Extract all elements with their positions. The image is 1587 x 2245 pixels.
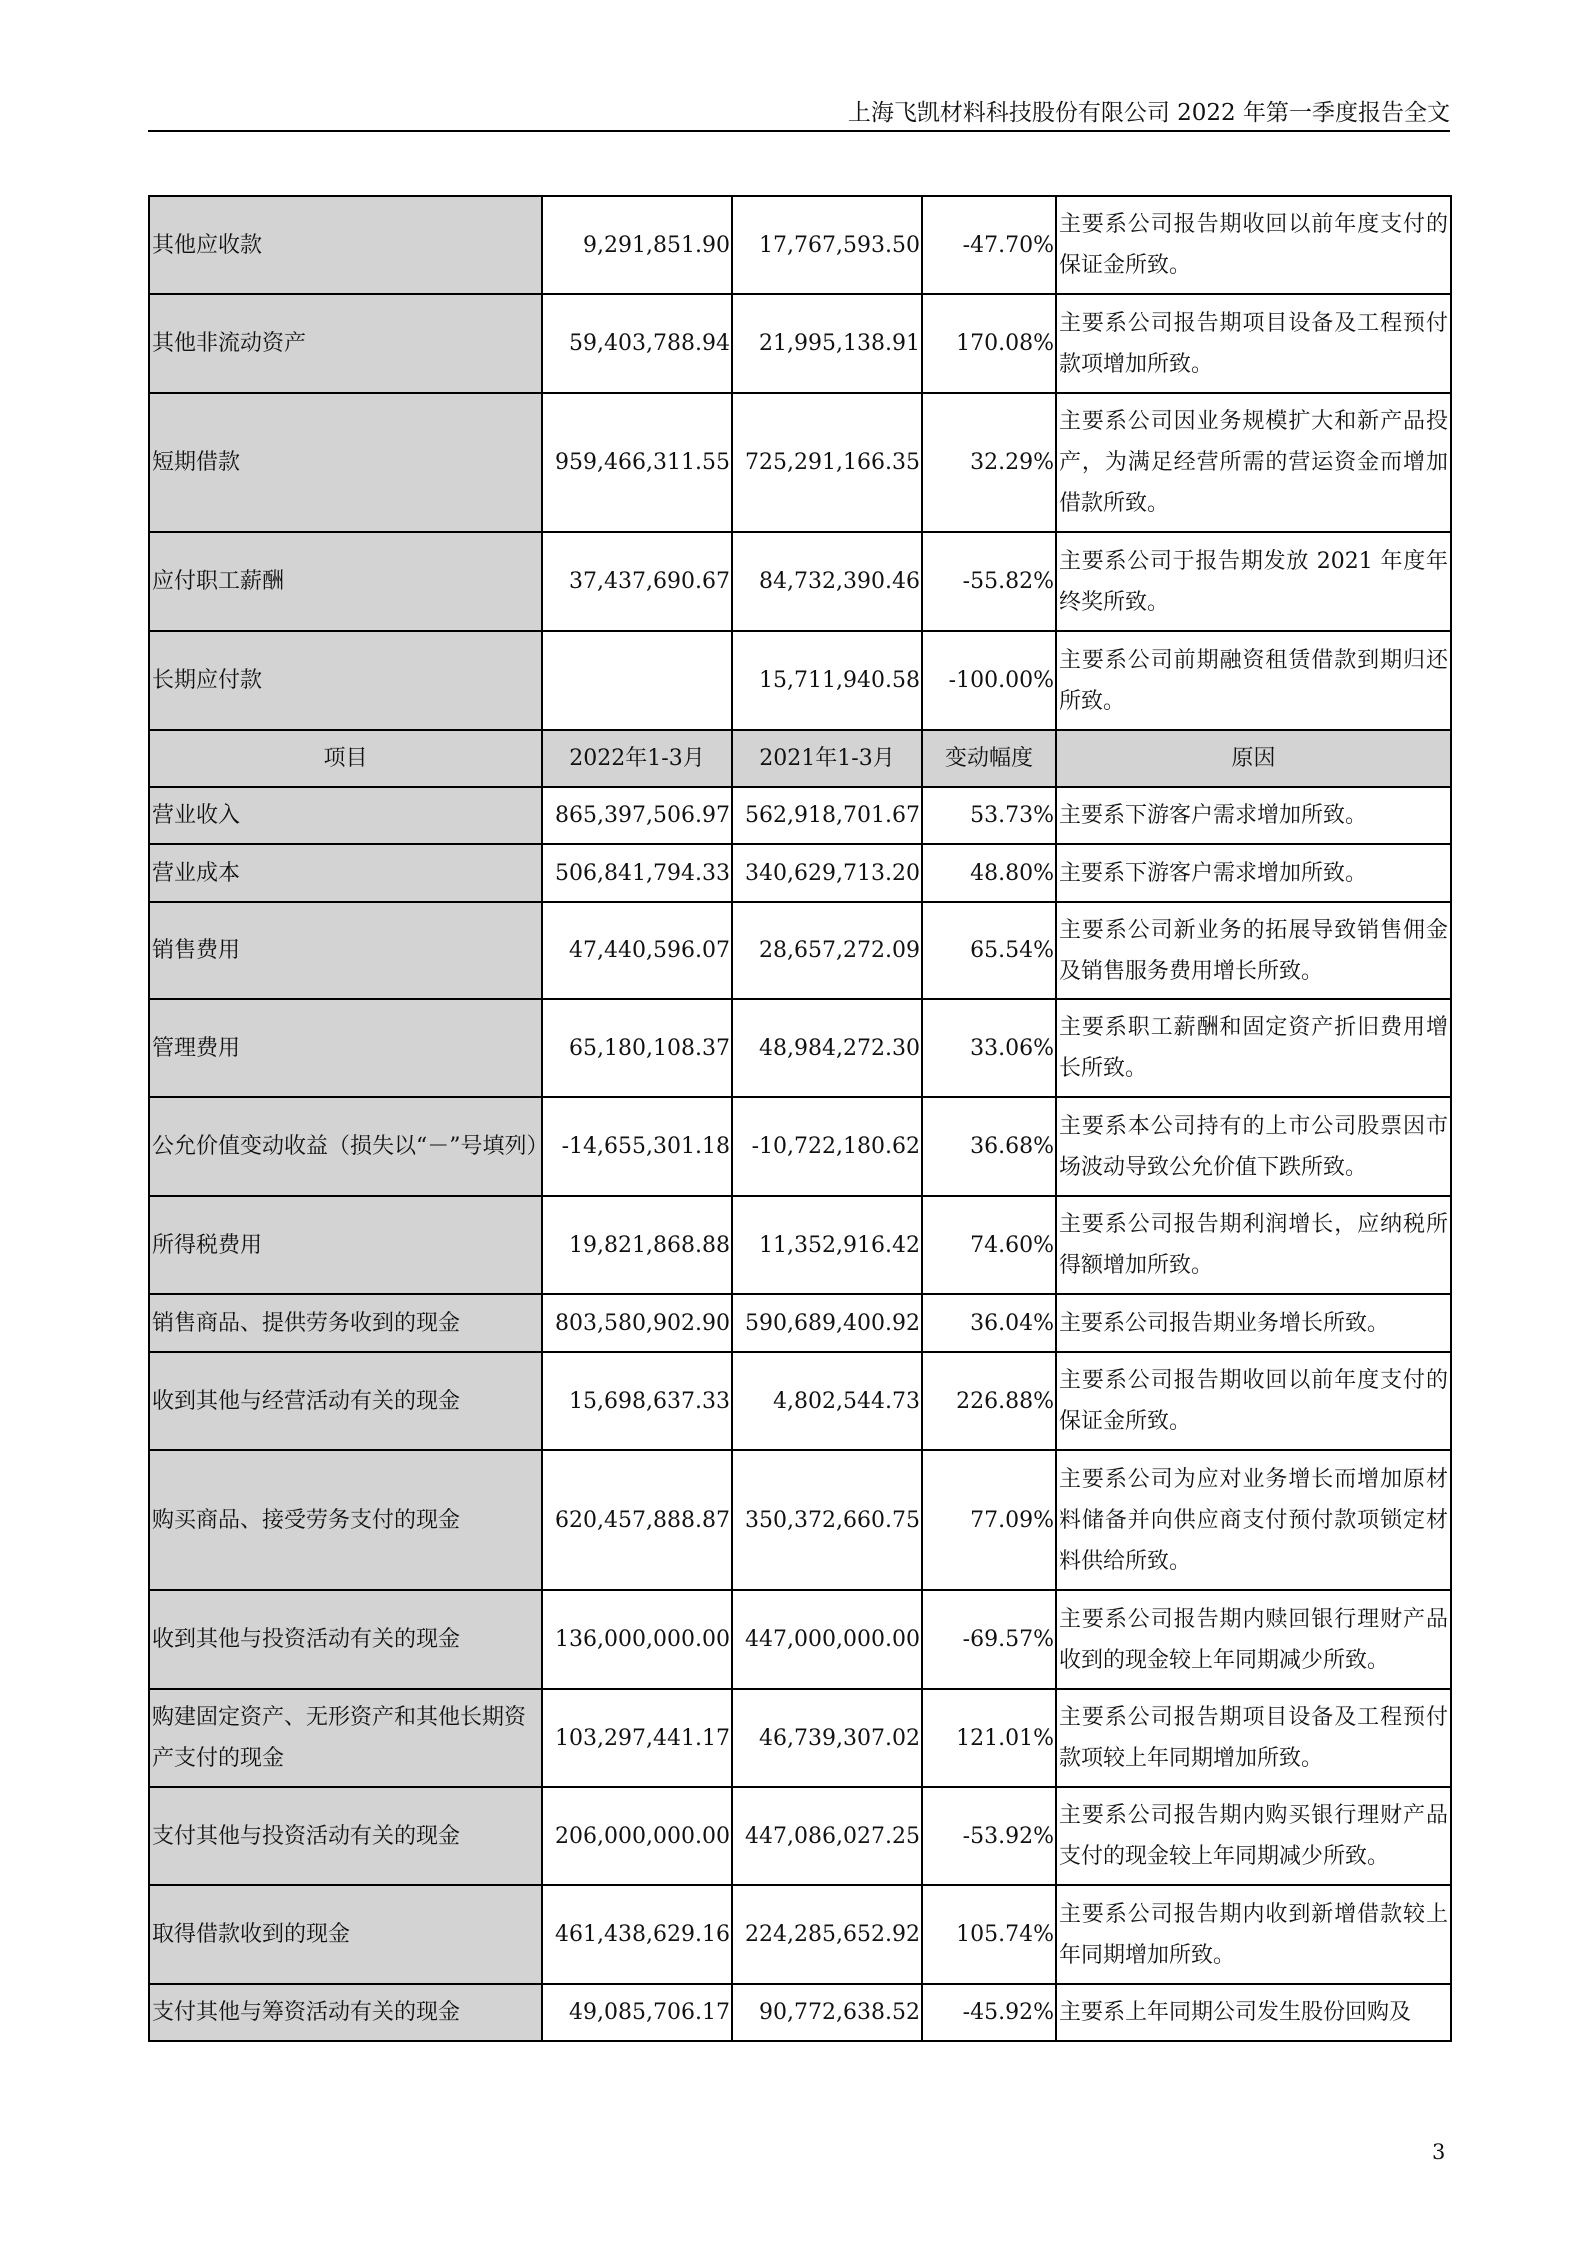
cell-prior-period: 340,629,713.20 xyxy=(732,844,922,902)
table-row xyxy=(149,294,1451,393)
cell-change-rate: -45.92% xyxy=(922,1984,1056,2041)
cell-reason: 主要系公司报告期业务增长所致。 xyxy=(1056,1294,1451,1352)
cell-current-period xyxy=(542,631,732,730)
cell-reason: 主要系公司报告期利润增长，应纳税所得额增加所致。 xyxy=(1056,1196,1451,1294)
cell-reason: 主要系下游客户需求增加所致。 xyxy=(1056,787,1451,844)
cell-current-period: 461,438,629.16 xyxy=(542,1885,732,1984)
page-number: 3 xyxy=(1432,2140,1446,2164)
cell-current-period: 47,440,596.07 xyxy=(542,902,732,999)
cell-reason: 主要系职工薪酬和固定资产折旧费用增长所致。 xyxy=(1056,999,1451,1097)
cell-current-period: 15,698,637.33 xyxy=(542,1352,732,1450)
table-row xyxy=(149,999,1451,1097)
cell-change-rate: 121.01% xyxy=(922,1689,1056,1787)
column-header-change-rate: 变动幅度 xyxy=(922,730,1056,787)
cell-prior-period: 11,352,916.42 xyxy=(732,1196,922,1294)
cell-prior-period: 84,732,390.46 xyxy=(732,532,922,631)
cell-item: 收到其他与投资活动有关的现金 xyxy=(149,1590,542,1689)
cell-reason: 主要系公司为应对业务增长而增加原材料储备并向供应商支付预付款项锁定材料供给所致。 xyxy=(1056,1450,1451,1590)
cell-prior-period: 90,772,638.52 xyxy=(732,1984,922,2041)
cell-item: 销售费用 xyxy=(149,902,542,999)
cell-reason: 主要系下游客户需求增加所致。 xyxy=(1056,844,1451,902)
table-row xyxy=(149,1196,1451,1294)
table-row xyxy=(149,393,1451,532)
cell-change-rate: -100.00% xyxy=(922,631,1056,730)
cell-prior-period: 21,995,138.91 xyxy=(732,294,922,393)
cell-prior-period: 447,000,000.00 xyxy=(732,1590,922,1689)
table-row xyxy=(149,1294,1451,1352)
cell-change-rate: -69.57% xyxy=(922,1590,1056,1689)
cell-item: 其他应收款 xyxy=(149,196,542,294)
cell-item: 公允价值变动收益（损失以“－”号填列） xyxy=(149,1097,542,1196)
cell-item: 长期应付款 xyxy=(149,631,542,730)
cell-reason: 主要系公司报告期收回以前年度支付的保证金所致。 xyxy=(1056,1352,1451,1450)
cell-change-rate: 170.08% xyxy=(922,294,1056,393)
cell-item: 短期借款 xyxy=(149,393,542,532)
cell-change-rate: -47.70% xyxy=(922,196,1056,294)
cell-reason: 主要系公司报告期内赎回银行理财产品收到的现金较上年同期减少所致。 xyxy=(1056,1590,1451,1689)
financial-changes-table xyxy=(148,195,1452,2042)
cell-prior-period: 4,802,544.73 xyxy=(732,1352,922,1450)
cell-reason: 主要系公司报告期项目设备及工程预付款项较上年同期增加所致。 xyxy=(1056,1689,1451,1787)
cell-prior-period: 15,711,940.58 xyxy=(732,631,922,730)
cell-reason: 主要系公司报告期内收到新增借款较上年同期增加所致。 xyxy=(1056,1885,1451,1984)
cell-prior-period: -10,722,180.62 xyxy=(732,1097,922,1196)
cell-current-period: 103,297,441.17 xyxy=(542,1689,732,1787)
cell-change-rate: 105.74% xyxy=(922,1885,1056,1984)
cell-current-period: 803,580,902.90 xyxy=(542,1294,732,1352)
cell-item: 应付职工薪酬 xyxy=(149,532,542,631)
cell-prior-period: 224,285,652.92 xyxy=(732,1885,922,1984)
cell-change-rate: 36.04% xyxy=(922,1294,1056,1352)
cell-reason: 主要系公司报告期收回以前年度支付的保证金所致。 xyxy=(1056,196,1451,294)
cell-item: 购买商品、接受劳务支付的现金 xyxy=(149,1450,542,1590)
cell-current-period: 19,821,868.88 xyxy=(542,1196,732,1294)
cell-change-rate: -53.92% xyxy=(922,1787,1056,1885)
cell-change-rate: 36.68% xyxy=(922,1097,1056,1196)
cell-current-period: 959,466,311.55 xyxy=(542,393,732,532)
cell-item: 销售商品、提供劳务收到的现金 xyxy=(149,1294,542,1352)
cell-current-period: 865,397,506.97 xyxy=(542,787,732,844)
cell-reason: 主要系本公司持有的上市公司股票因市场波动导致公允价值下跌所致。 xyxy=(1056,1097,1451,1196)
cell-change-rate: -55.82% xyxy=(922,532,1056,631)
document-header-title: 上海飞凯材料科技股份有限公司 2022 年第一季度报告全文 xyxy=(847,100,1450,126)
cell-current-period: 136,000,000.00 xyxy=(542,1590,732,1689)
cell-reason: 主要系公司新业务的拓展导致销售佣金及销售服务费用增长所致。 xyxy=(1056,902,1451,999)
cell-reason: 主要系公司因业务规模扩大和新产品投产，为满足经营所需的营运资金而增加借款所致。 xyxy=(1056,393,1451,532)
cell-item: 支付其他与投资活动有关的现金 xyxy=(149,1787,542,1885)
table-row xyxy=(149,1590,1451,1689)
cell-prior-period: 590,689,400.92 xyxy=(732,1294,922,1352)
cell-current-period: 506,841,794.33 xyxy=(542,844,732,902)
table-row xyxy=(149,631,1451,730)
cell-reason: 主要系公司前期融资租赁借款到期归还所致。 xyxy=(1056,631,1451,730)
table-header-row xyxy=(149,730,1451,787)
cell-current-period: 37,437,690.67 xyxy=(542,532,732,631)
cell-reason: 主要系公司于报告期发放 2021 年度年终奖所致。 xyxy=(1056,532,1451,631)
cell-change-rate: 77.09% xyxy=(922,1450,1056,1590)
table-row xyxy=(149,196,1451,294)
cell-change-rate: 74.60% xyxy=(922,1196,1056,1294)
table-row xyxy=(149,844,1451,902)
cell-item: 管理费用 xyxy=(149,999,542,1097)
cell-reason: 主要系公司报告期内购买银行理财产品支付的现金较上年同期减少所致。 xyxy=(1056,1787,1451,1885)
column-header-item: 项目 xyxy=(149,730,542,787)
table-row xyxy=(149,787,1451,844)
cell-reason: 主要系上年同期公司发生股份回购及 xyxy=(1056,1984,1451,2041)
cell-current-period: 49,085,706.17 xyxy=(542,1984,732,2041)
table-row xyxy=(149,1689,1451,1787)
cell-prior-period: 46,739,307.02 xyxy=(732,1689,922,1787)
cell-current-period: 9,291,851.90 xyxy=(542,196,732,294)
cell-change-rate: 53.73% xyxy=(922,787,1056,844)
cell-item: 其他非流动资产 xyxy=(149,294,542,393)
cell-item: 营业收入 xyxy=(149,787,542,844)
table-row xyxy=(149,532,1451,631)
cell-change-rate: 33.06% xyxy=(922,999,1056,1097)
cell-prior-period: 447,086,027.25 xyxy=(732,1787,922,1885)
cell-item: 支付其他与筹资活动有关的现金 xyxy=(149,1984,542,2041)
cell-prior-period: 725,291,166.35 xyxy=(732,393,922,532)
table-row xyxy=(149,1787,1451,1885)
cell-prior-period: 562,918,701.67 xyxy=(732,787,922,844)
cell-item: 取得借款收到的现金 xyxy=(149,1885,542,1984)
cell-reason: 主要系公司报告期项目设备及工程预付款项增加所致。 xyxy=(1056,294,1451,393)
cell-prior-period: 17,767,593.50 xyxy=(732,196,922,294)
cell-item: 购建固定资产、无形资产和其他长期资产支付的现金 xyxy=(149,1689,542,1787)
cell-prior-period: 48,984,272.30 xyxy=(732,999,922,1097)
cell-current-period: 59,403,788.94 xyxy=(542,294,732,393)
column-header-reason: 原因 xyxy=(1056,730,1451,787)
table-row xyxy=(149,1450,1451,1590)
cell-prior-period: 350,372,660.75 xyxy=(732,1450,922,1590)
table-row xyxy=(149,1352,1451,1450)
cell-current-period: -14,655,301.18 xyxy=(542,1097,732,1196)
column-header-current-period: 2022年1-3月 xyxy=(542,730,732,787)
table-row xyxy=(149,1885,1451,1984)
cell-change-rate: 32.29% xyxy=(922,393,1056,532)
cell-change-rate: 48.80% xyxy=(922,844,1056,902)
cell-change-rate: 65.54% xyxy=(922,902,1056,999)
cell-item: 所得税费用 xyxy=(149,1196,542,1294)
table-row xyxy=(149,1097,1451,1196)
cell-current-period: 206,000,000.00 xyxy=(542,1787,732,1885)
header-divider xyxy=(148,130,1450,132)
cell-current-period: 620,457,888.87 xyxy=(542,1450,732,1590)
cell-current-period: 65,180,108.37 xyxy=(542,999,732,1097)
cell-change-rate: 226.88% xyxy=(922,1352,1056,1450)
cell-item: 收到其他与经营活动有关的现金 xyxy=(149,1352,542,1450)
column-header-prior-period: 2021年1-3月 xyxy=(732,730,922,787)
table-row xyxy=(149,902,1451,999)
table-row xyxy=(149,1984,1451,2041)
cell-prior-period: 28,657,272.09 xyxy=(732,902,922,999)
cell-item: 营业成本 xyxy=(149,844,542,902)
